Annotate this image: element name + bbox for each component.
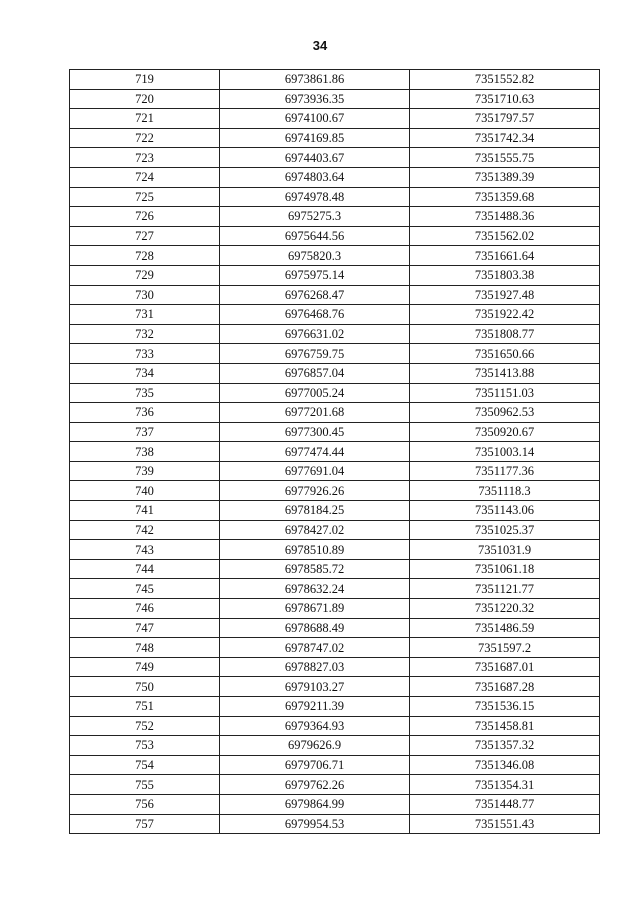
point-number-cell: 735	[70, 383, 220, 403]
table-row	[70, 109, 600, 129]
y-coordinate-cell: 7351354.31	[410, 775, 600, 795]
point-number-cell: 756	[70, 794, 220, 814]
y-coordinate-cell: 7351121.77	[410, 579, 600, 599]
point-number-cell: 725	[70, 187, 220, 207]
point-number-cell: 750	[70, 677, 220, 697]
y-coordinate-cell: 7351359.68	[410, 187, 600, 207]
x-coordinate-cell: 6977300.45	[220, 422, 410, 442]
x-coordinate-cell: 6974100.67	[220, 109, 410, 129]
table-row	[70, 461, 600, 481]
point-number-cell: 744	[70, 559, 220, 579]
point-number-cell: 721	[70, 109, 220, 129]
x-coordinate-cell: 6977926.26	[220, 481, 410, 501]
point-number-cell: 743	[70, 540, 220, 560]
x-coordinate-cell: 6977691.04	[220, 461, 410, 481]
table-row	[70, 305, 600, 325]
x-coordinate-cell: 6978585.72	[220, 559, 410, 579]
x-coordinate-cell: 6979762.26	[220, 775, 410, 795]
coordinates-table-body	[70, 70, 600, 834]
table-row	[70, 520, 600, 540]
y-coordinate-cell: 7350920.67	[410, 422, 600, 442]
point-number-cell: 739	[70, 461, 220, 481]
y-coordinate-cell: 7351661.64	[410, 246, 600, 266]
point-number-cell: 736	[70, 403, 220, 423]
x-coordinate-cell: 6975975.14	[220, 265, 410, 285]
y-coordinate-cell: 7351357.32	[410, 736, 600, 756]
y-coordinate-cell: 7351448.77	[410, 794, 600, 814]
table-row	[70, 677, 600, 697]
y-coordinate-cell: 7351710.63	[410, 89, 600, 109]
point-number-cell: 732	[70, 324, 220, 344]
x-coordinate-cell: 6976268.47	[220, 285, 410, 305]
y-coordinate-cell: 7351389.39	[410, 167, 600, 187]
point-number-cell: 755	[70, 775, 220, 795]
x-coordinate-cell: 6979626.9	[220, 736, 410, 756]
table-row	[70, 638, 600, 658]
x-coordinate-cell: 6976857.04	[220, 363, 410, 383]
y-coordinate-cell: 7351808.77	[410, 324, 600, 344]
y-coordinate-cell: 7351025.37	[410, 520, 600, 540]
y-coordinate-cell: 7351177.36	[410, 461, 600, 481]
point-number-cell: 726	[70, 207, 220, 227]
y-coordinate-cell: 7351118.3	[410, 481, 600, 501]
x-coordinate-cell: 6976468.76	[220, 305, 410, 325]
x-coordinate-cell: 6979954.53	[220, 814, 410, 834]
table-row	[70, 70, 600, 90]
table-row	[70, 599, 600, 619]
point-number-cell: 734	[70, 363, 220, 383]
table-row	[70, 363, 600, 383]
x-coordinate-cell: 6978747.02	[220, 638, 410, 658]
point-number-cell: 741	[70, 501, 220, 521]
table-row	[70, 422, 600, 442]
table-row	[70, 226, 600, 246]
table-row	[70, 501, 600, 521]
point-number-cell: 723	[70, 148, 220, 168]
table-row	[70, 481, 600, 501]
x-coordinate-cell: 6979103.27	[220, 677, 410, 697]
y-coordinate-cell: 7351151.03	[410, 383, 600, 403]
x-coordinate-cell: 6974169.85	[220, 128, 410, 148]
x-coordinate-cell: 6976759.75	[220, 344, 410, 364]
x-coordinate-cell: 6978184.25	[220, 501, 410, 521]
x-coordinate-cell: 6973936.35	[220, 89, 410, 109]
point-number-cell: 742	[70, 520, 220, 540]
point-number-cell: 746	[70, 599, 220, 619]
table-row	[70, 540, 600, 560]
table-row	[70, 559, 600, 579]
x-coordinate-cell: 6979211.39	[220, 697, 410, 717]
table-row	[70, 775, 600, 795]
table-row	[70, 755, 600, 775]
x-coordinate-cell: 6974403.67	[220, 148, 410, 168]
point-number-cell: 722	[70, 128, 220, 148]
y-coordinate-cell: 7351797.57	[410, 109, 600, 129]
point-number-cell: 738	[70, 442, 220, 462]
point-number-cell: 724	[70, 167, 220, 187]
point-number-cell: 727	[70, 226, 220, 246]
x-coordinate-cell: 6979706.71	[220, 755, 410, 775]
coordinates-table	[69, 69, 600, 834]
y-coordinate-cell: 7351488.36	[410, 207, 600, 227]
y-coordinate-cell: 7351413.88	[410, 363, 600, 383]
table-row	[70, 383, 600, 403]
x-coordinate-cell: 6979864.99	[220, 794, 410, 814]
point-number-cell: 751	[70, 697, 220, 717]
y-coordinate-cell: 7351551.43	[410, 814, 600, 834]
point-number-cell: 720	[70, 89, 220, 109]
y-coordinate-cell: 7351597.2	[410, 638, 600, 658]
table-row	[70, 814, 600, 834]
y-coordinate-cell: 7351650.66	[410, 344, 600, 364]
table-row	[70, 697, 600, 717]
y-coordinate-cell: 7351458.81	[410, 716, 600, 736]
y-coordinate-cell: 7351687.28	[410, 677, 600, 697]
x-coordinate-cell: 6977474.44	[220, 442, 410, 462]
point-number-cell: 753	[70, 736, 220, 756]
table-row	[70, 344, 600, 364]
y-coordinate-cell: 7351003.14	[410, 442, 600, 462]
x-coordinate-cell: 6975275.3	[220, 207, 410, 227]
table-row	[70, 128, 600, 148]
point-number-cell: 754	[70, 755, 220, 775]
point-number-cell: 745	[70, 579, 220, 599]
y-coordinate-cell: 7351562.02	[410, 226, 600, 246]
y-coordinate-cell: 7351687.01	[410, 657, 600, 677]
point-number-cell: 740	[70, 481, 220, 501]
table-row	[70, 794, 600, 814]
x-coordinate-cell: 6978510.89	[220, 540, 410, 560]
table-row	[70, 403, 600, 423]
y-coordinate-cell: 7351552.82	[410, 70, 600, 90]
x-coordinate-cell: 6977201.68	[220, 403, 410, 423]
y-coordinate-cell: 7350962.53	[410, 403, 600, 423]
x-coordinate-cell: 6976631.02	[220, 324, 410, 344]
table-row	[70, 207, 600, 227]
x-coordinate-cell: 6979364.93	[220, 716, 410, 736]
y-coordinate-cell: 7351220.32	[410, 599, 600, 619]
point-number-cell: 728	[70, 246, 220, 266]
y-coordinate-cell: 7351555.75	[410, 148, 600, 168]
x-coordinate-cell: 6978427.02	[220, 520, 410, 540]
y-coordinate-cell: 7351346.08	[410, 755, 600, 775]
table-row	[70, 618, 600, 638]
page-number: 34	[312, 38, 328, 53]
table-row	[70, 285, 600, 305]
y-coordinate-cell: 7351031.9	[410, 540, 600, 560]
x-coordinate-cell: 6978632.24	[220, 579, 410, 599]
point-number-cell: 748	[70, 638, 220, 658]
table-row	[70, 736, 600, 756]
point-number-cell: 730	[70, 285, 220, 305]
table-row	[70, 442, 600, 462]
table-row	[70, 324, 600, 344]
y-coordinate-cell: 7351143.06	[410, 501, 600, 521]
y-coordinate-cell: 7351922.42	[410, 305, 600, 325]
y-coordinate-cell: 7351486.59	[410, 618, 600, 638]
point-number-cell: 719	[70, 70, 220, 90]
x-coordinate-cell: 6974803.64	[220, 167, 410, 187]
table-row	[70, 657, 600, 677]
table-row	[70, 89, 600, 109]
table-row	[70, 716, 600, 736]
table-row	[70, 579, 600, 599]
point-number-cell: 731	[70, 305, 220, 325]
y-coordinate-cell: 7351061.18	[410, 559, 600, 579]
y-coordinate-cell: 7351803.38	[410, 265, 600, 285]
x-coordinate-cell: 6978827.03	[220, 657, 410, 677]
x-coordinate-cell: 6974978.48	[220, 187, 410, 207]
x-coordinate-cell: 6978688.49	[220, 618, 410, 638]
table-row	[70, 187, 600, 207]
x-coordinate-cell: 6975820.3	[220, 246, 410, 266]
x-coordinate-cell: 6978671.89	[220, 599, 410, 619]
table-row	[70, 148, 600, 168]
x-coordinate-cell: 6977005.24	[220, 383, 410, 403]
point-number-cell: 757	[70, 814, 220, 834]
point-number-cell: 737	[70, 422, 220, 442]
table-row	[70, 246, 600, 266]
point-number-cell: 749	[70, 657, 220, 677]
point-number-cell: 733	[70, 344, 220, 364]
table-row	[70, 265, 600, 285]
x-coordinate-cell: 6975644.56	[220, 226, 410, 246]
y-coordinate-cell: 7351742.34	[410, 128, 600, 148]
y-coordinate-cell: 7351536.15	[410, 697, 600, 717]
x-coordinate-cell: 6973861.86	[220, 70, 410, 90]
point-number-cell: 747	[70, 618, 220, 638]
table-row	[70, 167, 600, 187]
point-number-cell: 752	[70, 716, 220, 736]
y-coordinate-cell: 7351927.48	[410, 285, 600, 305]
point-number-cell: 729	[70, 265, 220, 285]
